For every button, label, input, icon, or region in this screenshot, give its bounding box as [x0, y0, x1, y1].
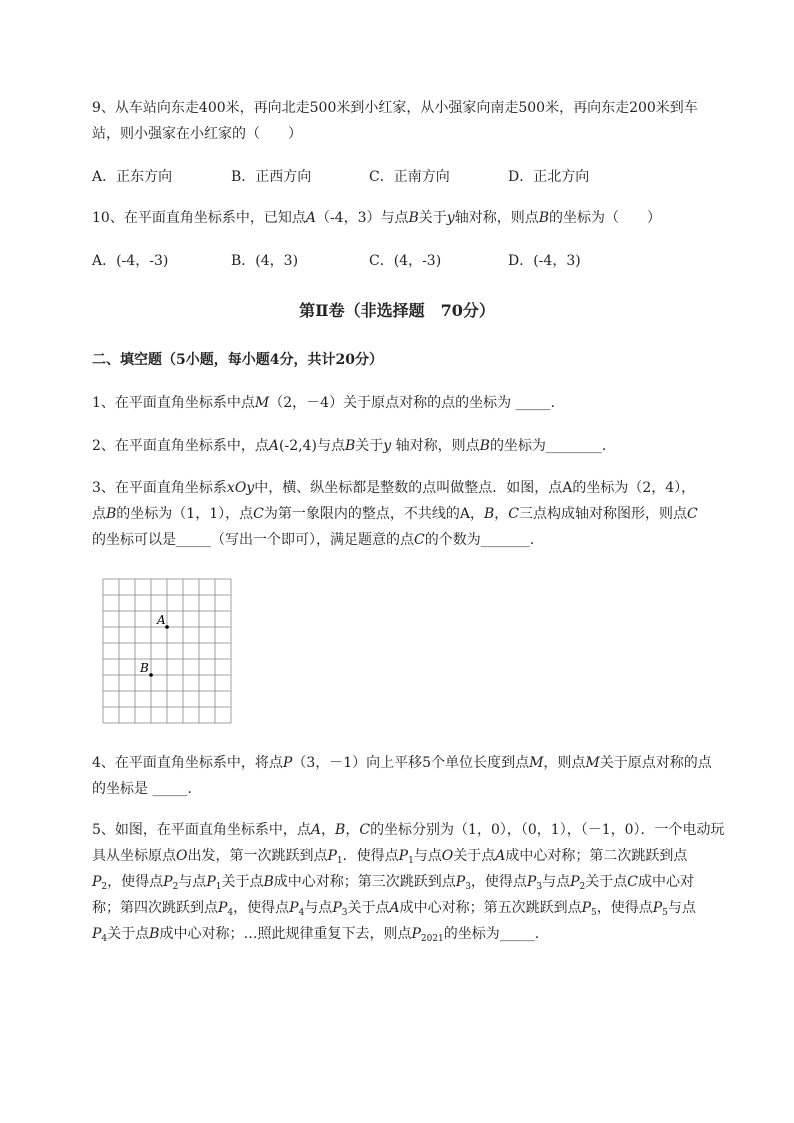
point-b-label: B — [140, 661, 149, 675]
fill-question-5-line5: $P_4$关于点B成中心对称；…照此规律重复下去，则点$P_{2021}$的坐标为_____. — [92, 926, 540, 944]
q9-text-line1: 9、从车站向东走400米，再向北走500米到小红家，从小强家向南走500米，再向东走200米到车 — [92, 100, 698, 116]
point-a-label: A — [157, 613, 166, 627]
point-b — [149, 673, 153, 677]
fill-question-5-line1: 5、如图，在平面直角坐标系中，点A，B，C的坐标分别为（1，0），（0，1），（－1，0）．一个电动玩 — [92, 822, 725, 838]
fill-question-5-line3: $P_2$，使得点$P_2$与点$P_1$关于点B成中心对称；第三次跳跃到点$P_3$，使得点$P_3$与点$P_2$关于点C成中心对 — [92, 874, 694, 892]
q9-text-line2: 站，则小强家在小红家的（ ） — [92, 126, 302, 142]
fill-question-2: 2、在平面直角坐标系中，点A(-2,4)与点B关于y 轴对称，则点B的坐标为________. — [92, 438, 607, 454]
fill-question-4-line1: 4、在平面直角坐标系中，将点P（3，－1）向上平移5个单位长度到点M，则点M关于原点对称的点 — [92, 755, 712, 771]
q9-option-a: A．正东方向 — [92, 169, 173, 185]
fill-question-3-line2: 点B的坐标为（1，1），点C为第一象限内的整点，不共线的A，B，C三点构成轴对称图形，则点C — [92, 506, 698, 522]
fill-question-5-line4: 称；第四次跳跃到点$P_4$，使得点$P_4$与点$P_3$关于点A成中心对称；第五次跳跃到点$P_5$，使得点$P_5$与点 — [92, 900, 696, 918]
section-title: 第Ⅱ卷（非选择题 70分） — [299, 301, 495, 320]
q10-text: 10、在平面直角坐标系中，已知点A（-4，3）与点B关于y轴对称，则点B的坐标为（ ） — [92, 210, 662, 226]
point-a — [165, 625, 169, 629]
part-heading: 二、填空题（5小题，每小题4分，共计20分） — [92, 352, 383, 368]
fill-question-1: 1、在平面直角坐标系中点M（2，－4）关于原点对称的点的坐标为 _____. — [92, 395, 555, 411]
grid-figure — [102, 578, 234, 730]
fill-question-5-line2: 具从坐标原点O出发，第一次跳跃到点$P_1$．使得点$P_1$与点O关于点A成中心对称；第二次跳跃到点 — [92, 848, 688, 866]
grid-svg — [102, 578, 234, 726]
q10-option-d: D．(-4，3) — [508, 253, 581, 269]
q9-option-b: B．正西方向 — [231, 169, 312, 185]
q9-option-c: C．正南方向 — [369, 169, 450, 185]
q10-option-b: B．(4，3) — [231, 253, 299, 269]
q10-option-c: C．(4，-3) — [369, 253, 442, 269]
fill-question-3-line1: 3、在平面直角坐标系xOy中，横、纵坐标都是整数的点叫做整点．如图，点A的坐标为（2，4）， — [92, 480, 696, 496]
fill-question-4-line2: 的坐标是 _____. — [92, 781, 192, 797]
q9-option-d: D．正北方向 — [508, 169, 590, 185]
q10-option-a: A．(-4，-3) — [92, 253, 169, 269]
fill-question-3-line3: 的坐标可以是_____（写出一个即可），满足题意的点C的个数为_______. — [92, 532, 535, 548]
